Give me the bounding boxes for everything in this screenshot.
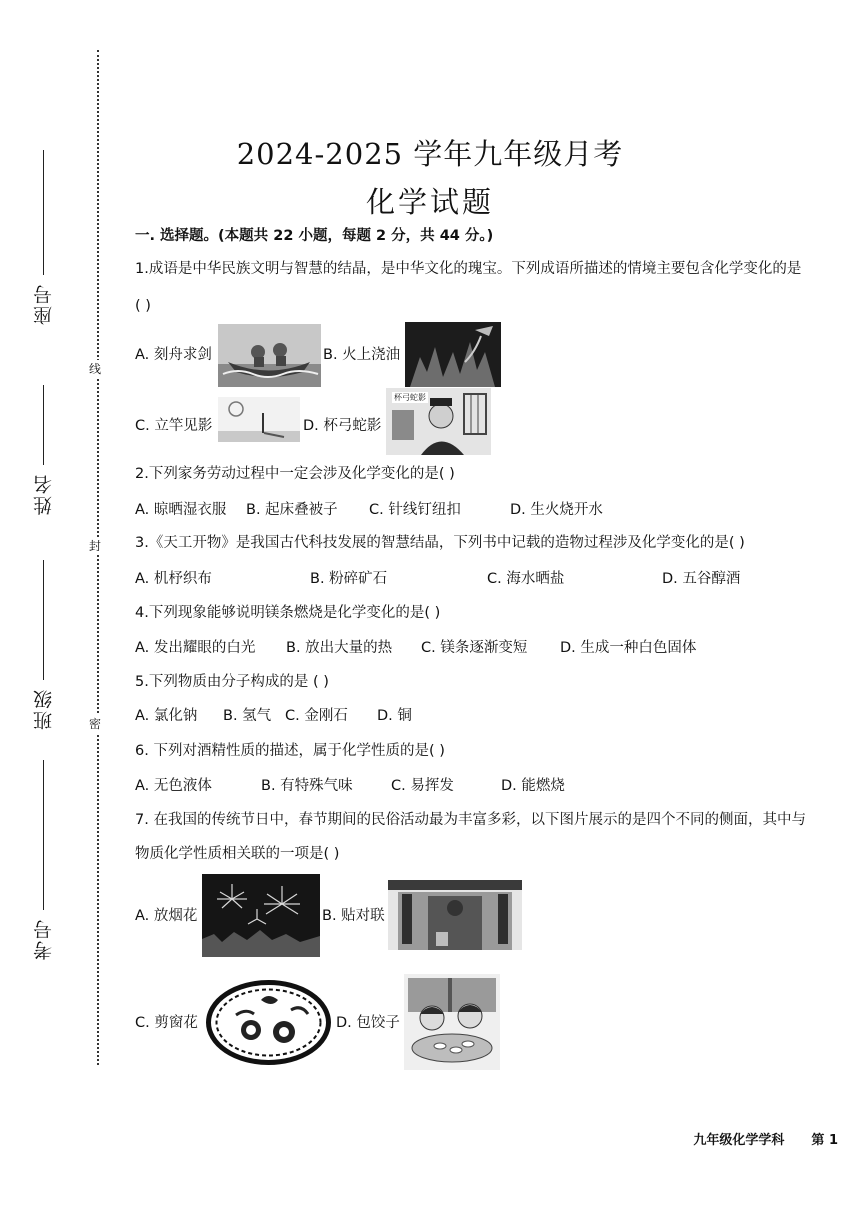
binding-word-secret: 密 xyxy=(89,717,102,731)
binding-word-line: 线 xyxy=(89,362,102,376)
q4-option-a: A. 发出耀眼的白光 xyxy=(135,640,256,656)
q3-option-a: A. 机杼织布 xyxy=(135,571,212,587)
bow-snake-picture xyxy=(386,388,491,455)
seat-number-label: 座号 xyxy=(32,283,55,325)
q5-option-a: A. 氯化钠 xyxy=(135,708,198,724)
exam-number-label: 考号 xyxy=(32,918,55,960)
q4-stem: 4.下列现象能够说明镁条燃烧是化学变化的是( ) xyxy=(135,605,441,621)
q7-option-d: D. 包饺子 xyxy=(336,1015,400,1031)
q2-option-b: B. 起床叠被子 xyxy=(246,502,338,518)
q5-stem: 5.下列物质由分子构成的是 ( ) xyxy=(135,674,329,690)
q6-option-b: B. 有特殊气味 xyxy=(261,778,353,794)
bow-snake-caption: 杯弓蛇影 xyxy=(394,393,426,402)
class-line xyxy=(43,560,44,680)
q1-option-a: A. 刻舟求剑 xyxy=(135,347,212,363)
section-heading: 一. 选择题。(本题共 22 小题，每题 2 分，共 44 分。) xyxy=(135,228,494,244)
q6-option-d: D. 能燃烧 xyxy=(501,778,565,794)
q3-stem: 3.《天工开物》是我国古代科技发展的智慧结晶，下列书中记载的造物过程涉及化学变化的是( ) xyxy=(135,535,745,551)
q5-option-d: D. 铜 xyxy=(377,708,412,724)
q3-option-d: D. 五谷醇酒 xyxy=(662,571,741,587)
q2-stem: 2.下列家务劳动过程中一定会涉及化学变化的是( ) xyxy=(135,466,455,482)
fireworks-picture xyxy=(202,874,320,957)
q4-option-b: B. 放出大量的热 xyxy=(286,640,393,656)
binding-word-seal: 封 xyxy=(89,539,102,553)
q1-option-c: C. 立竿见影 xyxy=(135,418,213,434)
q5-option-c: C. 金刚石 xyxy=(285,708,348,724)
q7-option-c: C. 剪窗花 xyxy=(135,1015,198,1031)
name-line xyxy=(43,385,44,465)
q7-stem-line2: 物质化学性质相关联的一项是( ) xyxy=(135,846,340,862)
footer-subject: 九年级化学学科 xyxy=(693,1133,785,1148)
q2-option-c: C. 针线钉纽扣 xyxy=(369,502,461,518)
q4-option-c: C. 镁条逐渐变短 xyxy=(421,640,528,656)
pole-shadow-picture xyxy=(218,397,300,442)
dumplings-picture xyxy=(404,974,500,1070)
paper-cut-picture xyxy=(206,980,331,1065)
q3-option-c: C. 海水晒盐 xyxy=(487,571,565,587)
q3-option-b: B. 粉碎矿石 xyxy=(310,571,388,587)
name-label: 姓名 xyxy=(32,473,55,515)
exam-title: 2024-2025 学年九年级月考 xyxy=(236,137,624,171)
seat-number-field xyxy=(28,150,58,325)
q2-option-d: D. 生火烧开水 xyxy=(510,502,603,518)
fire-oil-picture xyxy=(405,322,501,387)
boat-picture xyxy=(218,324,321,387)
exam-subtitle: 化学试题 xyxy=(365,185,494,219)
page-footer xyxy=(693,1129,838,1148)
exam-number-line xyxy=(43,760,44,910)
q7-option-b: B. 贴对联 xyxy=(322,908,385,924)
q6-option-a: A. 无色液体 xyxy=(135,778,212,794)
name-field xyxy=(28,385,58,515)
exam-number-field xyxy=(28,760,58,960)
q2-option-a: A. 晾晒湿衣服 xyxy=(135,502,227,518)
q7-option-a: A. 放烟花 xyxy=(135,908,198,924)
q1-option-d: D. 杯弓蛇影 xyxy=(303,418,382,434)
q6-option-c: C. 易挥发 xyxy=(391,778,454,794)
q5-option-b: B. 氢气 xyxy=(223,708,272,724)
class-field xyxy=(28,560,58,730)
q4-option-d: D. 生成一种白色固体 xyxy=(560,640,697,656)
q1-option-b: B. 火上浇油 xyxy=(323,347,401,363)
q7-stem-line1: 7. 在我国的传统节日中，春节期间的民俗活动最为丰富多彩，以下图片展示的是四个不同的侧面，其中与 xyxy=(135,812,806,828)
class-label: 班级 xyxy=(32,688,55,730)
footer-page-number: 第 1 xyxy=(811,1133,838,1148)
couplet-picture xyxy=(388,880,522,950)
q1-blank: ( ) xyxy=(135,298,151,314)
q6-stem: 6. 下列对酒精性质的描述，属于化学性质的是( ) xyxy=(135,743,445,759)
q1-stem: 1.成语是中华民族文明与智慧的结晶，是中华文化的瑰宝。下列成语所描述的情境主要包含化学变化的是 xyxy=(135,261,802,277)
